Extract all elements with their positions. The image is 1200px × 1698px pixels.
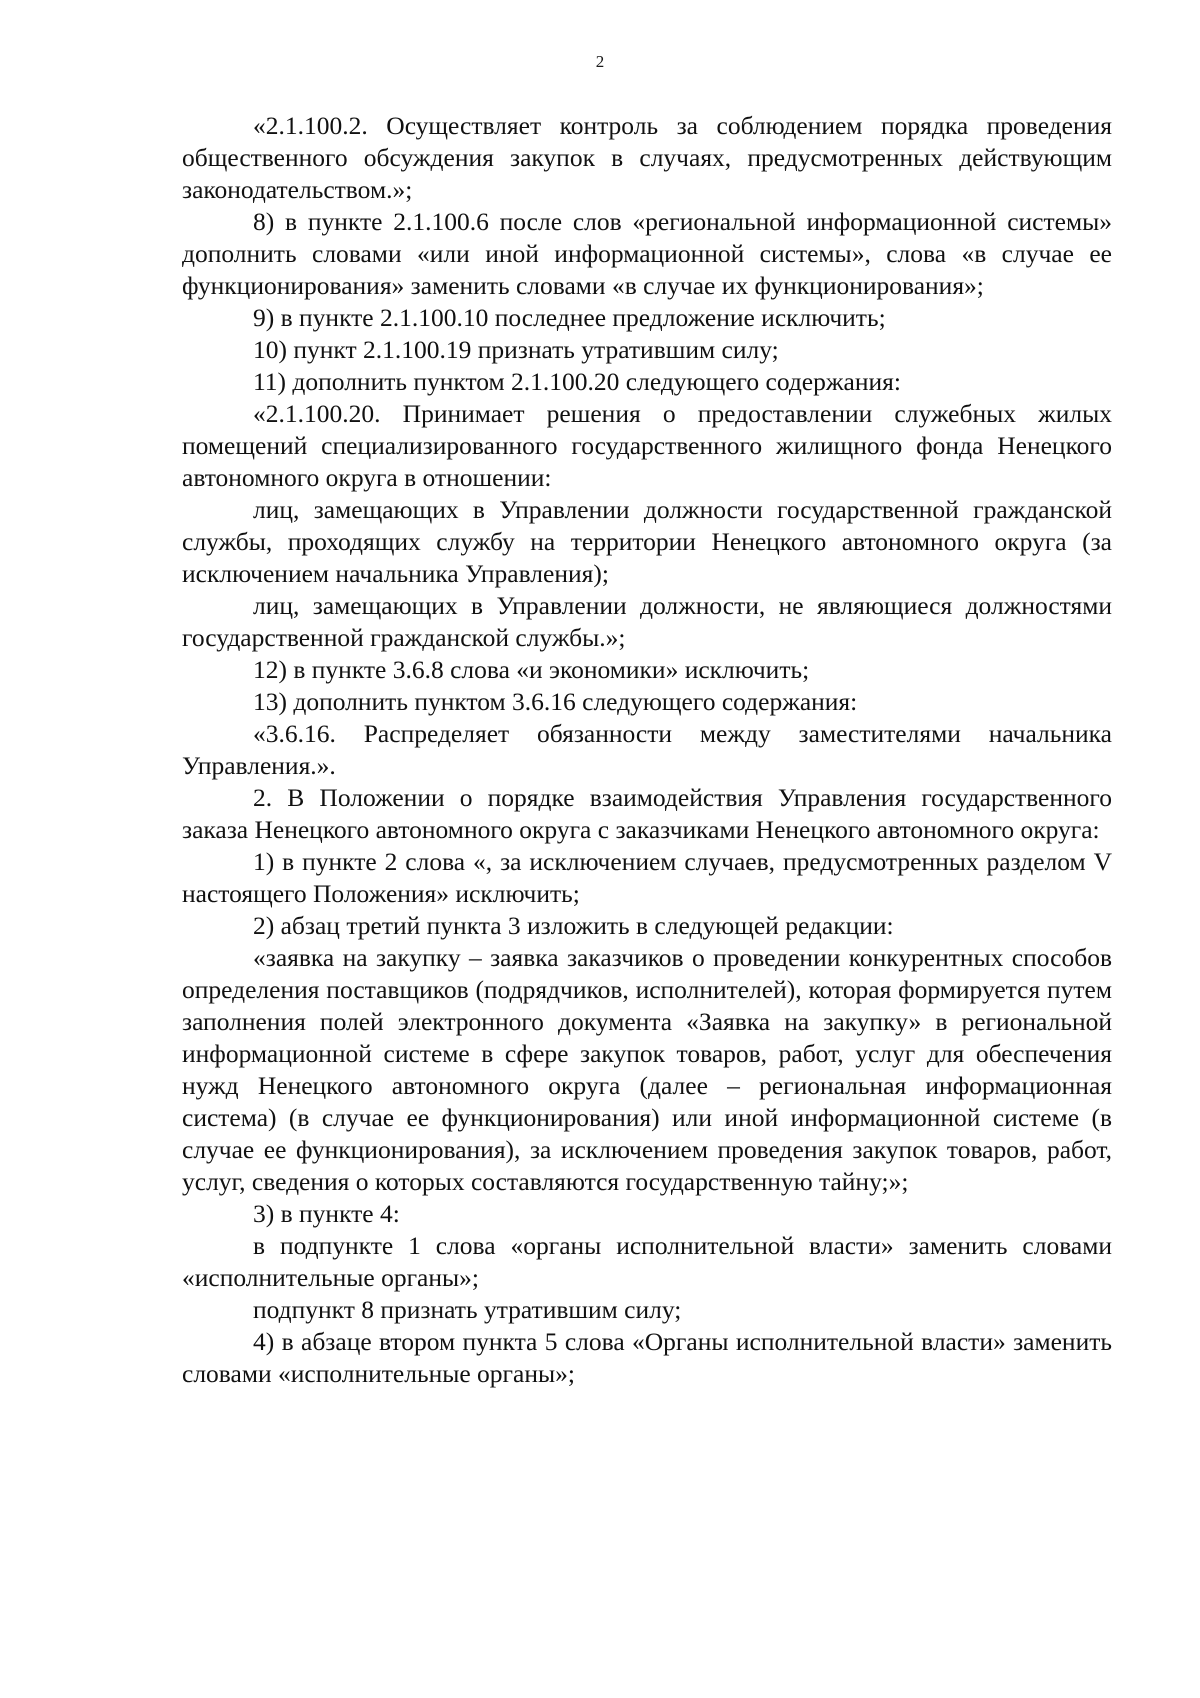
- paragraph: 13) дополнить пунктом 3.6.16 следующего содержания:: [253, 687, 858, 716]
- document-body: [182, 110, 1112, 1390]
- paragraph: 2) абзац третий пункта 3 изложить в следующей редакции:: [253, 911, 894, 940]
- paragraph: «заявка на закупку – заявка заказчиков о проведении конкурентных способов определения поставщиков (подрядчиков, исполнителей), которая формируется путем заполнения полей электронного документа «Заявка на закупку» в региональной информационной системе в сфере закупок товаров, работ, услуг для обеспечения нужд Ненецкого автономного округа (далее – региональная информационная система) (в случае ее функционирования) или иной информационной системе (в случае ее функционирования), за исключением проведения закупок товаров, работ, услуг, сведения о которых составляются государственную тайну;»;: [182, 943, 1112, 1196]
- paragraph: 8) в пункте 2.1.100.6 после слов «региональной информационной системы» дополнить словами «или иной информационной системы», слова «в случае ее функционирования» заменить словами «в случае их функционирования»;: [182, 207, 1112, 300]
- paragraph: «2.1.100.2. Осуществляет контроль за соблюдением порядка проведения общественного обсуждения закупок в случаях, предусмотренных действующим законодательством.»;: [182, 111, 1112, 204]
- page-number: 2: [595, 52, 605, 71]
- paragraph: «3.6.16. Распределяет обязанности между заместителями начальника Управления.».: [182, 719, 1112, 780]
- paragraph: 11) дополнить пунктом 2.1.100.20 следующего содержания:: [253, 367, 901, 396]
- paragraph: подпункт 8 признать утратившим силу;: [253, 1295, 682, 1324]
- paragraph: 4) в абзаце втором пункта 5 слова «Органы исполнительной власти» заменить словами «исполнительные органы»;: [182, 1327, 1112, 1388]
- paragraph: в подпункте 1 слова «органы исполнительной власти» заменить словами «исполнительные органы»;: [182, 1231, 1112, 1292]
- paragraph: лиц, замещающих в Управлении должности, не являющиеся должностями государственной гражданской службы.»;: [182, 591, 1112, 652]
- paragraph: «2.1.100.20. Принимает решения о предоставлении служебных жилых помещений специализированного государственного жилищного фонда Ненецкого автономного округа в отношении:: [182, 399, 1112, 492]
- paragraph: 1) в пункте 2 слова «, за исключением случаев, предусмотренных разделом V настоящего Положения» исключить;: [182, 847, 1112, 908]
- paragraph: 10) пункт 2.1.100.19 признать утратившим силу;: [253, 335, 779, 364]
- paragraph: 12) в пункте 3.6.8 слова «и экономики» исключить;: [253, 655, 810, 684]
- paragraph: лиц, замещающих в Управлении должности государственной гражданской службы, проходящих службу на территории Ненецкого автономного округа (за исключением начальника Управления);: [182, 495, 1112, 588]
- paragraph: 9) в пункте 2.1.100.10 последнее предложение исключить;: [253, 303, 886, 332]
- paragraph: 2. В Положении о порядке взаимодействия Управления государственного заказа Ненецкого автономного округа с заказчиками Ненецкого автономного округа:: [182, 783, 1112, 844]
- paragraph: 3) в пункте 4:: [253, 1199, 400, 1228]
